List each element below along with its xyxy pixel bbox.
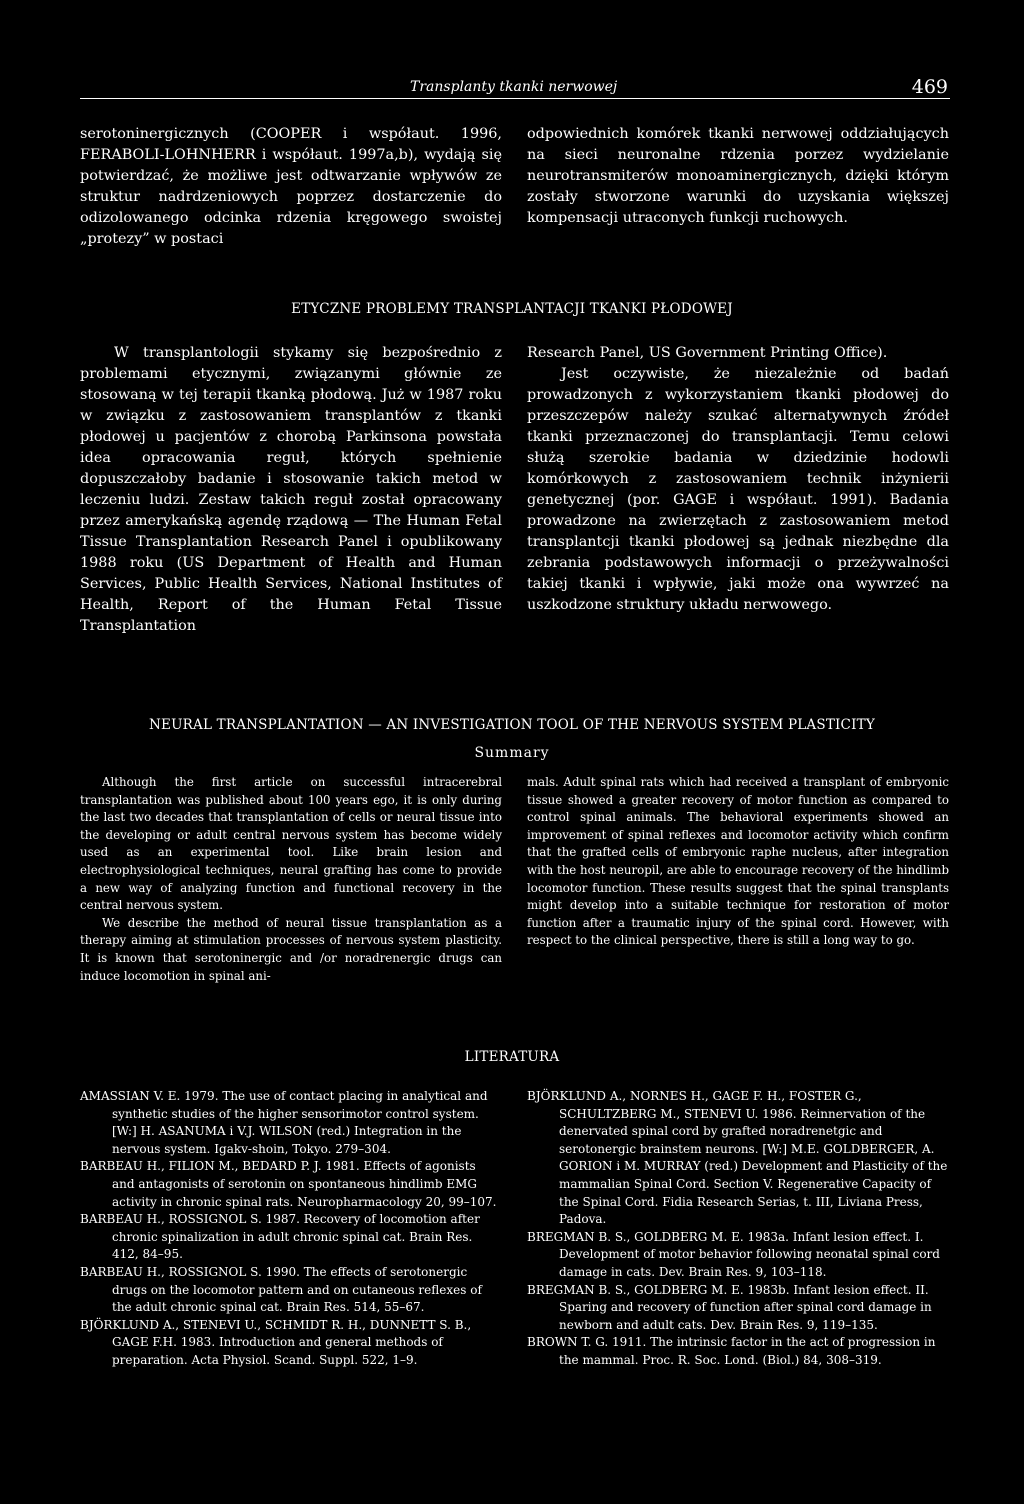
reference-item: BJÖRKLUND A., STENEVI U., SCHMIDT R. H., DUNNETT S. B., GAGE F.H. 1983. Introduction and general methods of preparation. Acta Physiol. Scand. Suppl. 522, 1–9. (80, 1317, 472, 1367)
paragraph: odpowiednich komórek tkanki nerwowej oddziałujących na sieci neuronalne rdzenia porzez wydzielanie neurotransmiterów monoaminergicznych, dzięki którym zostały stworzone warunki do uzyskania większej kompensacji utraconych funkcji ruchowych. (527, 126, 949, 226)
reference-item: BARBEAU H., FILION M., BEDARD P. J. 1981. Effects of agonists and antagonists of serotonin on spontaneous hindlimb EMG activity in chronic spinal rats. Neuropharmacology 20, 99–107. (80, 1159, 497, 1209)
ethics-left-column (80, 343, 502, 637)
ethics-right-column (527, 343, 949, 616)
references-left-column (80, 1088, 502, 1370)
ethics-heading: ETYCZNE PROBLEMY TRANSPLANTACJI TKANKI PŁODOWEJ (291, 301, 733, 317)
paragraph: W transplantologii stykamy się bezpośrednio z problemami etycznymi, związanymi głównie ze stosowaną w tej terapii tkanką płodową. Już w 1987 roku w związku z zastosowaniem transplantów z tkanki płodowej u pacjentów z chorobą Parkinsona powstała idea opracowania reguł, których spełnienie dopuszczałoby badanie i stosowanie takich metod w leczeniu ludzi. Zestaw takich reguł został opracowany przez amerykańską agendę rządową — The Human Fetal Tissue Transplantation Research Panel i opublikowany 1988 roku (US Department of Health and Human Services, Public Health Services, National Institutes of Health, Report of the Human Fetal Tissue Transplantation (80, 345, 502, 634)
reference-item: BJÖRKLUND A., NORNES H., GAGE F. H., FOSTER G., SCHULTZBERG M., STENEVI U. 1986. Reinnervation of the denervated spinal cord by grafted noradrenetgic and serotonergic brainstem neurons. [W:] M.E. GOLDBERGER, A. GORION i M. MURRAY (red.) Development and Plasticity of the mammalian Spinal Cord. Section V. Regenerative Capacity of the Spinal Cord. Fidia Research Serias, t. III, Liviana Press, Padova. (527, 1089, 948, 1227)
summary-label: Summary (474, 745, 550, 761)
header-rule (80, 98, 950, 99)
paragraph: serotoninergicznych (COOPER i współaut. 1996, FERABOLI-LOHNHERR i współaut. 1997a,b), wydają się potwierdzać, że możliwe jest odtwarzanie wpływów ze struktur nadrdzeniowych poprzez dostarczenie do odizolowanego odcinka rdzenia kręgowego swoistej „protezy” w postaci (80, 126, 502, 247)
reference-item: BROWN T. G. 1911. The intrinsic factor in the act of progression in the mammal. Proc. R. Soc. Lond. (Biol.) 84, 308–319. (527, 1335, 936, 1367)
reference-item: BREGMAN B. S., GOLDBERG M. E. 1983a. Infant lesion effect. I. Development of motor behavior following neonatal spinal cord damage in cats. Dev. Brain Res. 9, 103–118. (527, 1229, 940, 1279)
summary-title: NEURAL TRANSPLANTATION — AN INVESTIGATION TOOL OF THE NERVOUS SYSTEM PLASTICITY (149, 717, 875, 733)
references-right-column (527, 1088, 949, 1370)
paragraph: Research Panel, US Government Printing Office). (527, 345, 888, 361)
literature-heading: LITERATURA (464, 1049, 560, 1065)
reference-item: BREGMAN B. S., GOLDBERG M. E. 1983b. Infant lesion effect. II. Sparing and recovery of function after spinal cord damage in newborn and adult cats. Dev. Brain Res. 9, 119–135. (527, 1282, 932, 1332)
page-number: 469 (911, 76, 948, 98)
paragraph: mals. Adult spinal rats which had received a transplant of embryonic tissue showed a greater recovery of motor function as compared to control spinal animals. The behavioral experiments showed an improvement of spinal reflexes and locomotor activity which confirm that the grafted cells of embryonic raphe nucleus, after integration with the host neuropil, are able to encourage recovery of the hindlimb locomotor function. These results suggest that the spinal transplants might develop into a suitable technique for restoration of motor function after a traumatic injury of the spinal cord. However, with respect to the clinical perspective, there is still a long way to go. (527, 775, 949, 948)
summary-right-column (527, 774, 949, 950)
paragraph: We describe the method of neural tissue transplantation as a therapy aiming at stimulation processes of nervous system plasticity. It is known that serotoninergic and /or noradrenergic drugs can induce locomotion in spinal ani- (80, 915, 502, 983)
reference-item: BARBEAU H., ROSSIGNOL S. 1990. The effects of serotonergic drugs on the locomotor pattern and on cutaneous reflexes of the adult chronic spinal cat. Brain Res. 514, 55–67. (80, 1264, 482, 1315)
paragraph: Jest oczywiste, że niezależnie od badań prowadzonych z wykorzystaniem tkanki płodowej do przeszczepów należy szukać alternatywnych źródeł tkanki przeznaczonej do transplantacji. Temu celowi służą szerokie badania w dziedzinie hodowli komórkowych z zastosowaniem technik inżynierii genetycznej (por. GAGE i współaut. 1991). Badania prowadzone na zwierzętach z zastosowaniem metod transplantcji tkanki płodowej są jednak niezbędne dla zebrania podstawowych informacji o przeżywalności takiej tkanki i wpływie, jaki może ona wywrzeć na uszkodzone struktury układu nerwowego. (527, 366, 949, 613)
summary-left-column (80, 774, 502, 985)
paragraph: Although the first article on successful intracerebral transplantation was published about 100 years ego, it is only during the last two decades that transplantation of cells or neural tissue into the developing or adult central nervous system has become widely used as an experimental tool. Like brain lesion and electrophysiological techniques, neural grafting has come to provide a new way of analyzing function and functional recovery in the central nervous system. (80, 775, 502, 913)
top-right-column (527, 124, 949, 229)
reference-item: BARBEAU H., ROSSIGNOL S. 1987. Recovery of locomotion after chronic spinalization in adult chronic spinal cat. Brain Res. 412, 84–95. (80, 1212, 480, 1262)
top-left-column (80, 124, 502, 250)
running-title: Transplanty tkanki nerwowej (410, 79, 618, 95)
reference-item: AMASSIAN V. E. 1979. The use of contact placing in analytical and synthetic studies of the higher sensorimotor control system. [W:] H. ASANUMA i V.J. WILSON (red.) Integration in the nervous system. Igakv-shoin, Tokyo. 279–304. (80, 1089, 488, 1156)
